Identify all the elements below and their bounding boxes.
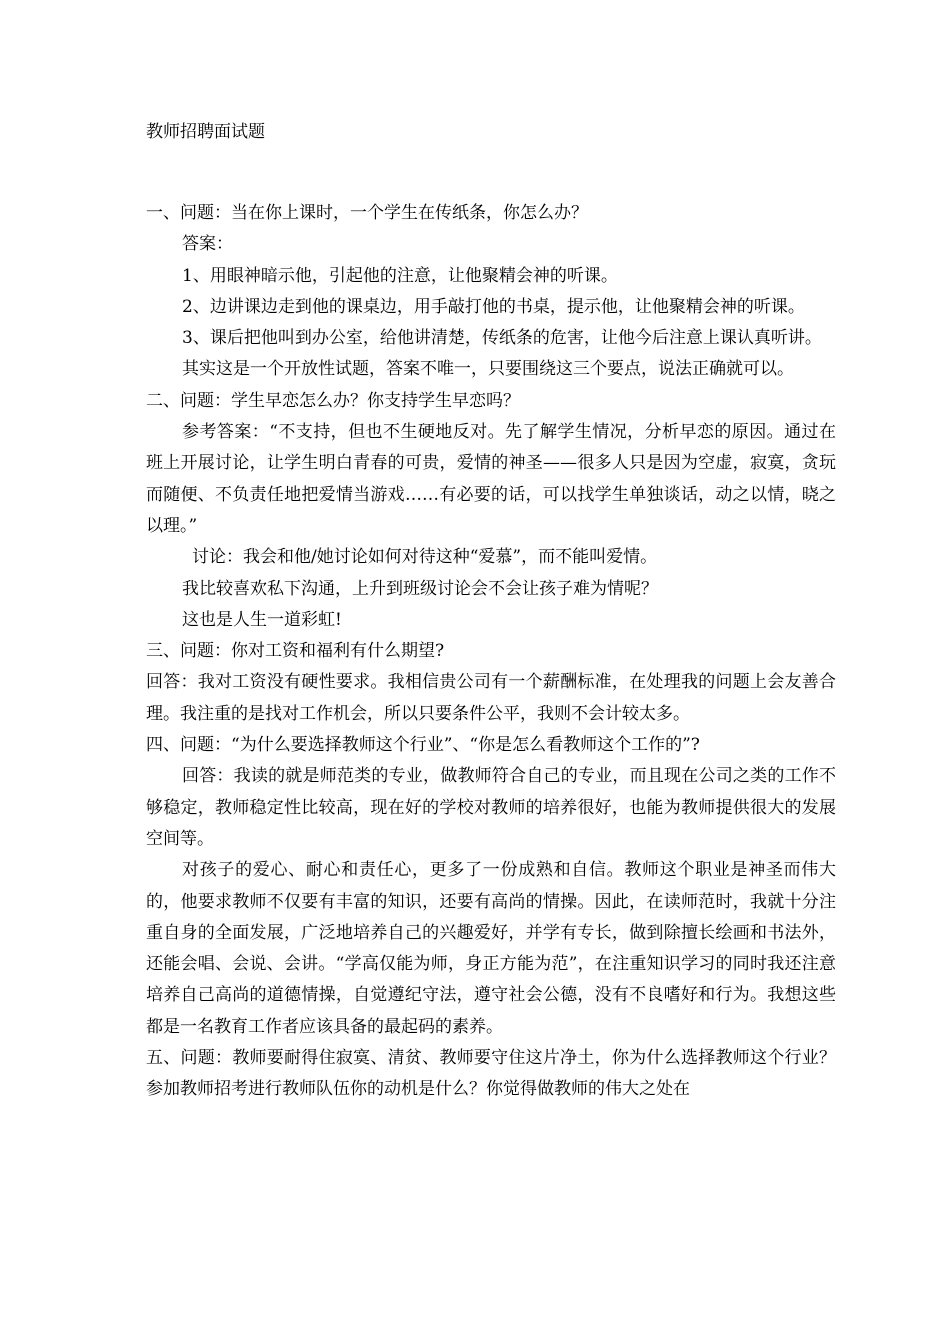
paragraph: 2、边讲课边走到他的课桌边，用手敲打他的书桌，提示他，让他聚精会神的听课。 — [182, 296, 805, 317]
paragraph: 1、用眼神暗示他，引起他的注意，让他聚精会神的听课。 — [182, 265, 618, 286]
paragraph: 讨论：我会和他/她讨论如何对待这种“爱慕”，而不能叫爱情。 — [192, 547, 658, 568]
paragraph: 对孩子的爱心、耐心和责任心，更多了一份成熟和自信。教师这个职业是神圣而伟大的，他要求教师不仅要有丰富的知识，还要有高尚的情操。因此，在读师范时，我就十分注重自身的全面发展，广泛地培养自己的兴趣爱好，并学有专长，做到除擅长绘画和书法外，还能会唱、会说、会讲。“学高仅能为师，身正方能为范”，在注重知识学习的同时我还注意培养自己高尚的道德情操，自觉遵纪守法，遵守社会公德，没有不良嗜好和行为。我想这些都是一名教育工作者应该具备的最起码的素养。 — [146, 860, 836, 1037]
paragraph: 四、问题：“为什么要选择教师这个行业”、“你是怎么看教师这个工作的”? — [146, 735, 700, 756]
paragraph: 参考答案：“不支持，但也不生硬地反对。先了解学生情况，分析早恋的原因。通过在班上开展讨论，让学生明白青春的可贵，爱情的神圣——很多人只是因为空虚，寂寞，贪玩而随便、不负责任地把爱情当游戏……有必要的话，可以找学生单独谈话，动之以情，晓之以理。” — [146, 422, 836, 536]
paragraph: 三、问题：你对工资和福利有什么期望? — [146, 641, 445, 662]
paragraph: 一、问题：当在你上课时，一个学生在传纸条，你怎么办？ — [146, 203, 588, 223]
paragraph: 回答：我读的就是师范类的专业，做教师符合自己的专业，而且现在公司之类的工作不够稳定，教师稳定性比较高，现在好的学校对教师的培养很好，也能为教师提供很大的发展空间等。 — [146, 766, 836, 849]
paragraph: 其实这是一个开放性试题，答案不唯一，只要围绕这三个要点，说法正确就可以。 — [182, 359, 794, 380]
paragraph: 五、问题：教师要耐得住寂寞、清贫、教师要守住这片净土，你为什么选择教师这个行业？参加教师招考进行教师队伍你的动机是什么？你觉得做教师的伟大之处在 — [146, 1048, 836, 1100]
paragraph: 这也是人生一道彩虹! — [182, 609, 342, 630]
document-title: 教师招聘面试题 — [146, 122, 265, 142]
paragraph: 我比较喜欢私下沟通，上升到班级讨论会不会让孩子难为情呢？ — [182, 578, 658, 599]
paragraph: 答案： — [182, 234, 233, 255]
paragraph: 二、问题：学生早恋怎么办？你支持学生早恋吗？ — [146, 390, 520, 411]
paragraph: 回答：我对工资没有硬性要求。我相信贵公司有一个薪酬标准，在处理我的问题上会友善合理。我注重的是找对工作机会，所以只要条件公平，我则不会计较太多。 — [146, 672, 836, 724]
document-body — [146, 198, 836, 1106]
paragraph: 3、课后把他叫到办公室，给他讲清楚，传纸条的危害，让他今后注意上课认真听讲。 — [182, 328, 822, 349]
